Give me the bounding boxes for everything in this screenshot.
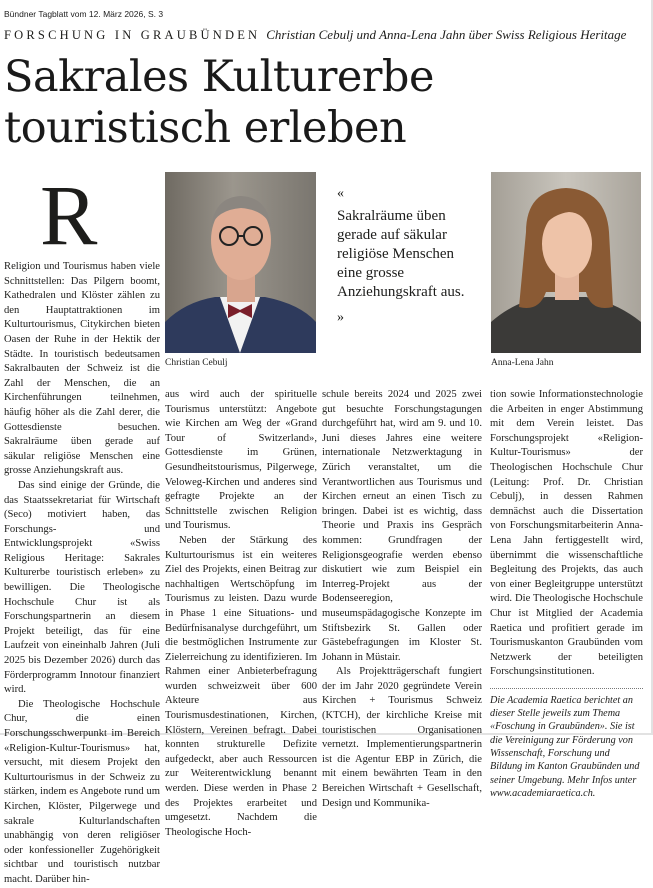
quote-close-mark: » [337, 310, 344, 325]
article-column-4 [490, 388, 643, 800]
paragraph: aus wird auch der spirituelle Tourismus unterstützt: Angebote wie Kirchen am Weg der «Grand Tour of Switzerland», Gottesdienste im Grünen, Gesundheitstourismus, Pilgerwege, Veloweg-Kirchen und anderes sind gefragte Projekte an der Schnittstelle zwischen Religion und Tourismus. [165, 389, 317, 532]
drop-cap: R [40, 167, 98, 263]
headline [4, 52, 434, 154]
paragraph: schule bereits 2024 und 2025 zwei gut besuchte Forschungstagungen durchgeführt hat, wird am 9. und 10. Juni dieses Jahres eine weitere internationale Netzwerktagung in Zürich veranstaltet, um die Verantwortlichen aus Tourismus und Kirchen erneut an einen Tisch zu bringen. Dabei ist es wichtig, dass Theorie und Praxis ins Gespräch kommen: Grundfragen der Religionsgeografie werden ebenso diskutiert wie zum Beispiel ein Interreg-Projekt aus der Bodenseeregion, museumspädagogische Konzepte im Stiftsbezirk St. Gallen oder Gästebefragungen im Kloster St. Johann in Müstair. [322, 389, 482, 663]
paragraph: tion sowie Informationstechnologie die Arbeiten in enger Abstimmung mit dem Verein leistet. Das Forschungsprojekt «Religion-Kultur-Tourismus» der Theologischen Hochschule Chur (Leitung: Prof. Dr. Christian Cebulj), in dessen Rahmen demnächst auch die Dissertation von Forschungsmitarbeiterin Anna-Lena Jahn fertiggestellt wird, übernimmt die wissenschaftliche Begleitung des Projekts, das auch von einer Begleitgruppe unterstützt wird. Die Theologische Hochschule Chur ist Mitglied der Academia Raetica und profitiert gerade im Tourismuskanton Graubünden vom Netzwerk der beteiligten Forschungsinstitutionen. [490, 389, 643, 678]
paragraph: Die Theologische Hochschule Chur, die einen Forschungsschwerpunkt im Bereich «Religion-Kultur-Tourismus» hat, versucht, mit diesem Projekt den Kulturtourismus in der Schweiz zu stärken, indem es Angebote rund um Kirchen, Klöster, Pilgerwege und sakrale Kulturlandschaften unabhängig von deren religiöser oder konfessioneller Zugehörigkeit sichtbar und touristisch nutzbar macht. Darüber hin- [4, 698, 160, 885]
headline-line-2: touristisch erleben [4, 103, 407, 153]
article-column-3 [322, 388, 482, 811]
paragraph: Das sind einige der Gründe, die das Staatssekretariat für Wirtschaft (Seco) motiviert haben, das Forschungs- und Entwicklungsprojekt «Swiss Religious Heritage: Sakrales Kulturerbe touristisch erleben» zu bewilligen. Die Theologische Hochschule Chur ist als Forschungspartnerin an diesem Projekt beteiligt, das für eine Laufzeit von eineinhalb Jahren (Juli 2025 bis Dezember 2026) durch das Förderprogramm Innotour finanziert wird. [4, 479, 160, 696]
paragraph: Als Projektträgerschaft fungiert der im Jahr 2020 gegründete Verein Kirchen + Tourismus Schweiz (KTCH), der kirchliche Kreise mit touristischen Organisationen vernetzt. Implementierungspartnerin ist die Agentur EBP in Zürich, die mit einem bewährten Team in den Bereichen Wirtschaft + Gesellschaft, Design und Kommunika- [322, 666, 482, 809]
paragraph: Religion und Tourismus haben viele Schnittstellen: Das Pilgern boomt, Kathedralen und Klöster zählen zu den Hauptattraktionen im Kulturtourismus, Citykirchen bieten Oasen der Ruhe in der Hektik der Städte. In touristisch bedeutsamen Sakralbauten der Schweiz ist die Zahl der Menschen, die an Kirchenführungen teilnehmen, häufig höher als die Zahl derer, die Gottesdienste besuchen. Sakralräume üben gerade auf säkular religiöse Menschen eine grosse Anziehungskraft aus. [4, 261, 160, 477]
source-line: Bündner Tagblatt vom 12. März 2026, S. 3 [4, 9, 164, 19]
article-column-2 [165, 388, 317, 840]
kicker [4, 27, 626, 43]
photo-caption: Christian Cebulj [165, 358, 228, 368]
pull-quote [337, 184, 477, 327]
paragraph: Neben der Stärkung des Kulturtourismus ist ein weiteres Ziel des Projekts, einen Beitrag zur nachhaltigen Wertschöpfung im Tourismus zu leisten. Dazu wurde in Phase 1 eine Situations- und Bedürfnisanalyse durchgeführt, um die bestmöglichen Instrumente zur Zielerreichung zu identifizieren. Im Rahmen einer Anbieterbefragung wurden schweizweit über 600 Akteure aus Tourismusdestinationen, Kirchen, Klöstern, Vereinen befragt. Dabei konnten strukturelle Defizite aufgedeckt, aber auch Ressourcen zur Weiterentwicklung benannt werden. Diese werden in Phase 2 des Projektes erarbeitet und umgesetzt. Nachdem die Theologische Hoch- [165, 534, 317, 838]
photo-christian-cebulj [165, 172, 316, 353]
headline-line-1: Sakrales Kulturerbe [4, 52, 434, 102]
quote-text: Sakralräume üben gerade auf säkular religiöse Menschen eine grosse Anziehungskraft aus. [337, 208, 465, 300]
portrait-woman-image [491, 172, 641, 353]
academia-raetica-note: Die Academia Raetica berichtet an dieser Stelle jeweils zum Thema «Foschung in Graubünden». Sie ist die Vereinigung zur Förderung von Wissenschaft, Forschung und Bildung im Kanton Graubünden und seiner Umgebung. Mehr Infos unter www.academiaraetica.ch. [490, 688, 643, 800]
kicker-subtitle: Christian Cebulj und Anna-Lena Jahn über Swiss Religious Heritage [266, 27, 627, 42]
section-label: FORSCHUNG IN GRAUBÜNDEN [4, 28, 261, 42]
quote-open-mark: « [337, 186, 344, 201]
photo-anna-lena-jahn [491, 172, 641, 353]
portrait-man-image [165, 172, 316, 353]
article-column-1 [4, 260, 160, 888]
photo-caption: Anna-Lena Jahn [491, 358, 554, 368]
